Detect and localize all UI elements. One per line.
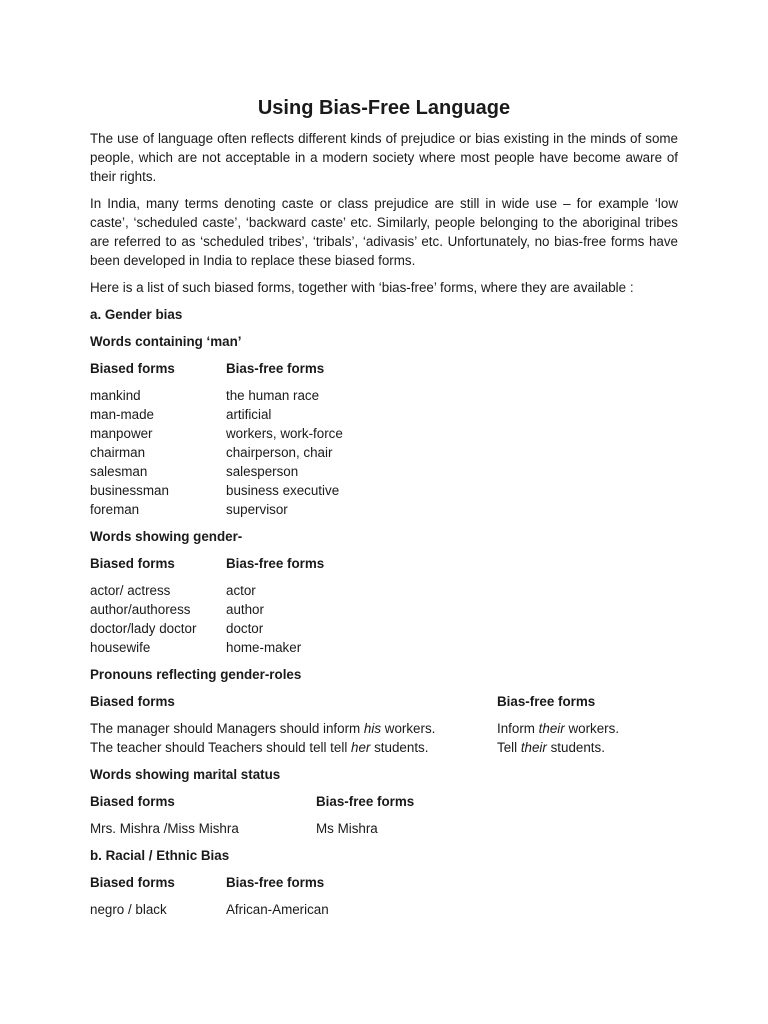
racial-bias-heading: b. Racial / Ethnic Bias — [90, 848, 230, 863]
column-header-biased: Biased forms — [90, 556, 175, 571]
man-words-heading: Words containing ‘man’ — [90, 334, 242, 349]
table-row — [90, 386, 678, 405]
bias-free-term: the human race — [226, 388, 320, 403]
bias-free-term: chairperson, chair — [226, 445, 333, 460]
table-row — [90, 462, 678, 481]
table-row — [90, 619, 678, 638]
man-words-table — [90, 386, 678, 519]
pronouns-header-row — [90, 692, 678, 711]
pronouns-heading: Pronouns reflecting gender-roles — [90, 667, 302, 682]
column-header-bias-free: Bias-free forms — [226, 361, 325, 376]
pronouns-table — [90, 719, 678, 757]
biased-term: housewife — [90, 640, 151, 655]
man-words-header-row — [90, 359, 678, 378]
column-header-biased: Biased forms — [90, 875, 175, 890]
caste-paragraph: In India, many terms denoting caste or class prejudice are still in wide use – for example ‘low caste’, ‘scheduled caste’, ‘backward caste’ etc. Similarly, people belonging to the aboriginal tribes are referred to as ‘scheduled tribes’, ‘tribals’, ‘adivasis’ etc. Unfortunately, no bias-free forms have been developed in India to replace these biased forms. — [90, 196, 678, 268]
bias-free-term: workers, work-force — [226, 426, 343, 441]
table-row — [90, 500, 678, 519]
bias-free-term: salesperson — [226, 464, 299, 479]
table-row — [90, 405, 678, 424]
column-header-bias-free: Bias-free forms — [226, 556, 325, 571]
list-intro-paragraph: Here is a list of such biased forms, together with ‘bias-free’ forms, where they are available : — [90, 280, 634, 295]
gender-words-header-row — [90, 554, 678, 573]
column-header-bias-free: Bias-free forms — [316, 794, 415, 809]
bias-free-term: Ms Mishra — [316, 821, 378, 836]
bias-free-term: artificial — [226, 407, 272, 422]
biased-sentence: The manager should Managers should inform his workers. — [90, 721, 436, 736]
column-header-biased: Biased forms — [90, 694, 175, 709]
marital-header-row — [90, 792, 678, 811]
biased-term: mankind — [90, 388, 141, 403]
bias-free-sentence: Tell their students. — [497, 740, 605, 755]
racial-header-row — [90, 873, 678, 892]
biased-term: doctor/lady doctor — [90, 621, 197, 636]
biased-term: author/authoress — [90, 602, 191, 617]
bias-free-term: doctor — [226, 621, 264, 636]
gender-words-table — [90, 581, 678, 657]
biased-term: salesman — [90, 464, 148, 479]
biased-term: chairman — [90, 445, 146, 460]
table-row — [90, 738, 678, 757]
bias-free-term: African-American — [226, 902, 329, 917]
marital-heading: Words showing marital status — [90, 767, 281, 782]
gender-bias-heading: a. Gender bias — [90, 307, 183, 322]
column-header-biased: Biased forms — [90, 361, 175, 376]
gender-words-heading: Words showing gender- — [90, 529, 243, 544]
biased-sentence: The teacher should Teachers should tell tell her students. — [90, 740, 429, 755]
bias-free-term: supervisor — [226, 502, 288, 517]
table-row — [90, 719, 678, 738]
biased-term: actor/ actress — [90, 583, 171, 598]
biased-term: manpower — [90, 426, 153, 441]
bias-free-term: actor — [226, 583, 256, 598]
bias-free-sentence: Inform their workers. — [497, 721, 620, 736]
table-row — [90, 638, 678, 657]
intro-paragraph: The use of language often reflects different kinds of prejudice or bias existing in the minds of some people, which are not acceptable in a modern society where most people have become aware of their rights. — [90, 131, 678, 184]
column-header-bias-free: Bias-free forms — [497, 694, 596, 709]
table-row — [90, 819, 678, 838]
table-row — [90, 443, 678, 462]
table-row — [90, 481, 678, 500]
table-row — [90, 900, 678, 919]
bias-free-term: home-maker — [226, 640, 302, 655]
column-header-bias-free: Bias-free forms — [226, 875, 325, 890]
biased-term: man-made — [90, 407, 155, 422]
bias-free-term: business executive — [226, 483, 340, 498]
biased-term: negro / black — [90, 902, 167, 917]
biased-term: businessman — [90, 483, 169, 498]
column-header-biased: Biased forms — [90, 794, 175, 809]
bias-free-term: author — [226, 602, 264, 617]
page-title: Using Bias-Free Language — [257, 97, 511, 119]
table-row — [90, 424, 678, 443]
table-row — [90, 581, 678, 600]
table-row — [90, 600, 678, 619]
biased-term: Mrs. Mishra /Miss Mishra — [90, 821, 239, 836]
biased-term: foreman — [90, 502, 140, 517]
